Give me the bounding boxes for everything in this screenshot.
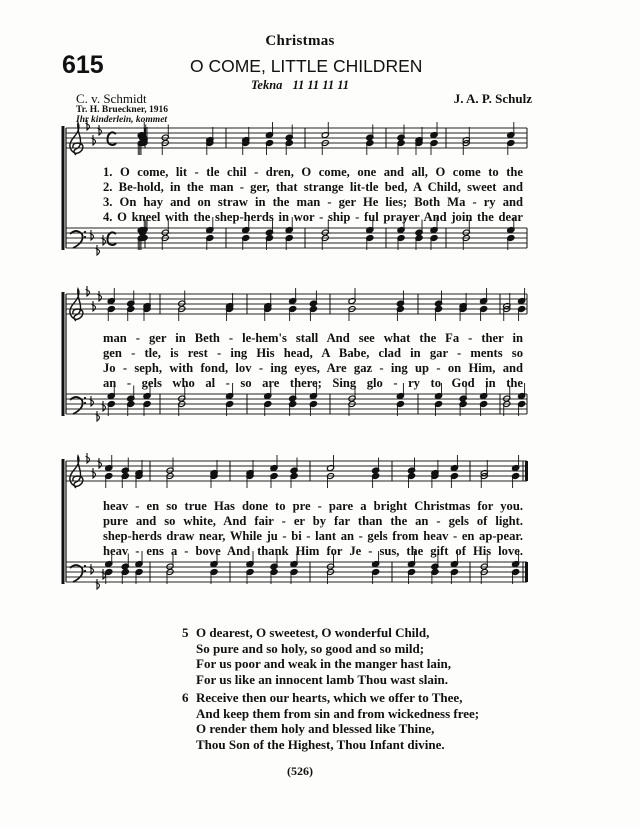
composer: J. A. P. Schulz: [453, 91, 532, 106]
tune-name: Tekna: [250, 78, 283, 92]
lyric-line: Jo - seph, with fond, lov - ing eyes, Are gaz - ing up - on Him, and: [103, 361, 523, 375]
lyric-line: 4. O kneel with the shep-herds in wor - ship - ful prayer And join the dear: [103, 210, 523, 224]
flat-icon: [98, 291, 102, 301]
hymn-title: O COME, LITTLE CHILDREN: [190, 56, 423, 76]
bass-clef-icon: [70, 565, 83, 582]
bass-clef-dot: [84, 231, 86, 233]
hymn-number: 615: [62, 51, 104, 79]
flat-icon: [90, 230, 94, 240]
final-barline-thick: [525, 562, 528, 582]
stanza-line: Thou Son of the Highest, Thou Infant divine.: [196, 736, 445, 752]
lyric-line: pure and so white, And fair - er by far than the an - gels of light.: [103, 514, 523, 528]
flat-icon: [86, 453, 90, 463]
flat-icon: [92, 301, 96, 311]
bass-clef-icon: [70, 231, 83, 248]
translator: Tr. H. Brueckner, 1916: [76, 105, 169, 115]
bass-clef-dot: [84, 565, 86, 567]
original-title: Ihr kinderlein, kommet: [76, 115, 168, 125]
stanza-line: So pure and so holy, so good and so mild;: [196, 640, 425, 656]
lyric-line: gen - tle, is rest - ing His head, A Babe, clad in gar - ments so: [103, 346, 523, 360]
stanza-line: O render them holy and blessed like Thine,: [196, 721, 435, 736]
flat-icon: [98, 458, 102, 468]
stanza-line: [182, 625, 451, 641]
page-number: (526): [287, 764, 313, 778]
stanza-text: O dearest, O sweetest, O wonderful Child,: [196, 625, 430, 640]
bass-clef-dot: [84, 402, 86, 404]
lyric-line: 3. On hay and on straw in the man - ger He lies; Both Ma - ry and: [103, 195, 523, 209]
flat-icon: [96, 411, 100, 421]
flat-icon: [86, 286, 90, 296]
final-barline-thick: [525, 461, 528, 481]
section-heading: Christmas: [265, 33, 335, 49]
bass-clef-icon: [70, 397, 83, 414]
stanza-line: For us like an innocent lamb Thou wast slain.: [196, 671, 448, 687]
flat-icon: [92, 468, 96, 478]
stanza-6: [182, 690, 479, 752]
lyric-line: man - ger in Beth - le-hem's stall And see what the Fa - ther in: [103, 331, 523, 345]
stanza-5: [182, 625, 451, 687]
bass-clef-dot: [84, 397, 86, 399]
flat-icon: [90, 396, 94, 406]
stanza-line: For us poor and weak in the manger hast lain,: [196, 656, 451, 671]
stanza-number: 6: [182, 690, 189, 705]
stanza-line: [182, 690, 479, 706]
flat-icon: [86, 120, 90, 130]
flat-icon: [96, 579, 100, 589]
lyric-line: 2. Be-hold, in the man - ger, that strange lit-tle bed, A Child, sweet and: [103, 180, 523, 194]
meter: 11 11 11 11: [292, 78, 350, 92]
flat-icon: [98, 125, 102, 135]
flat-icon: [90, 564, 94, 574]
lyric-line: an - gels who al - so are there; Sing glo - ry to God in the: [103, 376, 523, 390]
flat-icon: [92, 135, 96, 145]
flat-icon: [102, 401, 106, 411]
flat-icon: [96, 245, 100, 255]
stanza-line: And keep them from sin and from wickedness free;: [196, 705, 480, 721]
bass-clef-dot: [84, 570, 86, 572]
bass-clef-dot: [84, 236, 86, 238]
lyric-line: heav - ens a - bove And thank Him for Je - sus, the gift of His love.: [103, 544, 523, 558]
stanza-number: 5: [182, 625, 189, 640]
stanza-text: Receive then our hearts, which we offer to Thee,: [196, 690, 463, 705]
author: C. v. Schmidt: [76, 91, 147, 106]
flat-icon: [102, 235, 106, 245]
lyric-line: 1. O come, lit - tle chil - dren, O come, one and all, O come to the: [103, 165, 523, 179]
lyric-line: shep-herds draw near, While ju - bi - lant an - gels from heav - en ap-pear.: [103, 529, 523, 543]
flat-icon: [102, 569, 106, 579]
lyric-line: heav - en so true Has done to pre - pare a bright Christmas for you.: [103, 499, 523, 513]
